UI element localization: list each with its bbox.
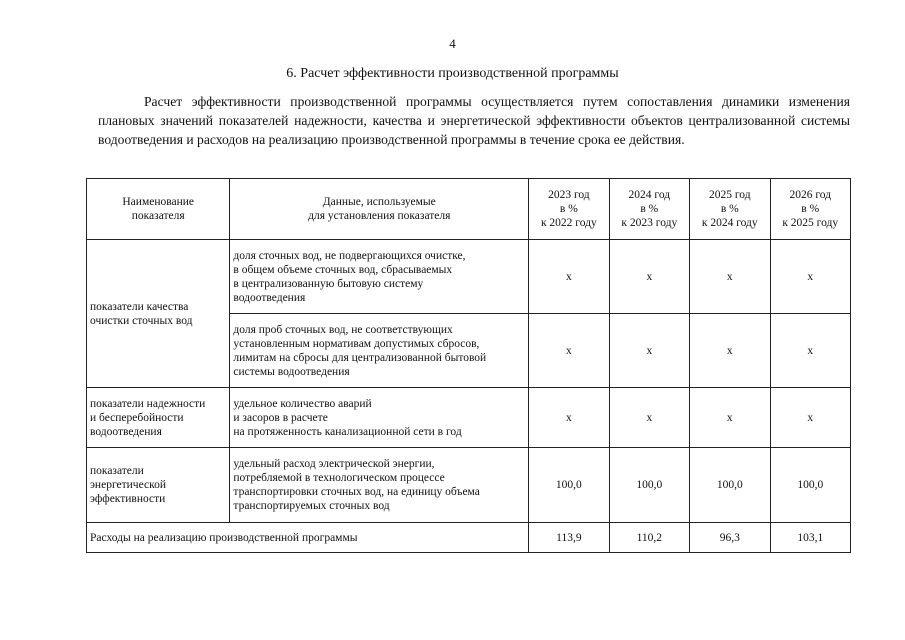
indicator-data-text: удельное количество аварий и засоров в расчете на протяженность канализационной сети в год [233,397,462,438]
group-name-text: показатели надежности и бесперебойности водоотведения [90,397,206,438]
value-cell: x [690,388,770,448]
total-value: 110,2 [609,523,689,553]
table-row [87,240,851,314]
total-value: 96,3 [690,523,770,553]
table-header-row [87,179,851,240]
value-cell: x [770,388,851,448]
value-cell: x [529,240,609,314]
table-row [87,448,851,523]
table-row [87,388,851,448]
value-cell: x [529,388,609,448]
intro-paragraph: Расчет эффективности производственной программы осуществляется путем сопоставления динамики изменения плановых значений показателей надежности, качества и энергетической эффективности объектов централизованной системы водоотведения и расходов на реализацию производственной программы в течение срока ее действия. [98,94,850,147]
header-name [87,179,230,240]
value-cell: x [609,388,689,448]
total-label: Расходы на реализацию производственной программы [87,523,529,553]
header-year-text: 2026 год в % к 2025 году [782,189,839,229]
header-year-2024 [609,179,689,240]
header-data [230,179,529,240]
page-number: 4 [449,36,456,51]
indicator-data-text: удельный расход электрической энергии, потребляемой в технологическом процессе транспортировки сточных вод, на единицу объема транспортируемых сточных вод [233,458,480,512]
value-cell: x [770,240,851,314]
value-cell: x [770,314,851,388]
total-value: 113,9 [529,523,609,553]
total-value: 103,1 [770,523,851,553]
indicator-data [230,240,529,314]
value-cell: x [690,240,770,314]
value-cell: x [690,314,770,388]
group-name-text: показатели энергетической эффективности [90,465,166,505]
indicator-data [230,388,529,448]
indicators-table [86,178,851,553]
group-name-reliability [87,388,230,448]
header-name-text: Наименование показателя [122,196,195,222]
header-data-text: Данные, используемые для установления показателя [308,196,451,222]
header-year-2026 [770,179,851,240]
value-cell: 100,0 [529,448,609,523]
section-title: 6. Расчет эффективности производственной программы [286,66,619,81]
value-cell: x [609,240,689,314]
indicator-data [230,448,529,523]
table-total-row [87,523,851,553]
indicator-data-text: доля проб сточных вод, не соответствующих установленным нормативам допустимых сбросов, лимитам на сбросы для централизованной бытовой системы водоотведения [233,323,487,378]
header-year-text: 2023 год в % к 2022 году [540,189,597,229]
header-year-2025 [690,179,770,240]
group-name-text: показатели качества очистки сточных вод [90,300,193,327]
indicator-data [230,314,529,388]
value-cell: x [609,314,689,388]
value-cell: 100,0 [609,448,689,523]
value-cell: 100,0 [770,448,851,523]
value-cell: x [529,314,609,388]
value-cell: 100,0 [690,448,770,523]
header-year-text: 2025 год в % к 2024 году [701,189,758,229]
group-name-quality [87,240,230,388]
group-name-energy [87,448,230,523]
indicator-data-text: доля сточных вод, не подвергающихся очистке, в общем объеме сточных вод, сбрасываемых в централизованную бытовую систему водоотведения [233,249,466,304]
header-year-text: 2024 год в % к 2023 году [621,189,678,229]
header-year-2023 [529,179,609,240]
